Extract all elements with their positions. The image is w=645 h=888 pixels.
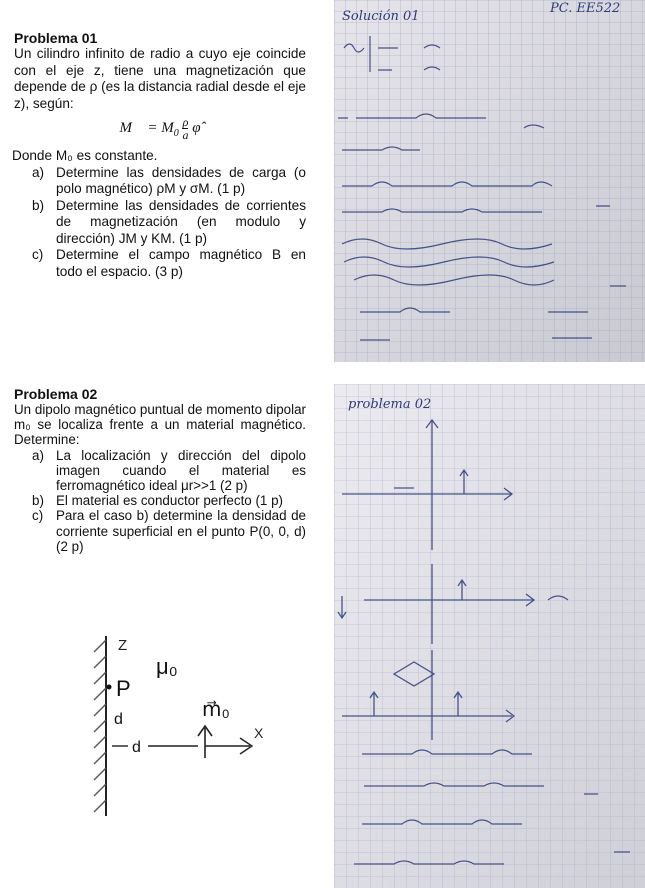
item-text: El material es conductor perfecto (1 p) xyxy=(56,493,284,509)
point-p-label: P xyxy=(116,676,131,701)
formula-fraction xyxy=(182,116,188,141)
formula-numerator: ρ xyxy=(182,115,189,129)
problem-01 xyxy=(14,30,306,280)
item-label: b) xyxy=(32,197,45,213)
formula-lhs: M⃗ = M xyxy=(119,119,174,136)
problem-01-title: Problema 01 xyxy=(14,30,98,46)
item-text: Para el caso b) determine la densidad de corriente superficial en el punto P(0, 0, d) (2 p) xyxy=(56,508,306,554)
mu-zero-label: μ₀ xyxy=(156,654,178,679)
problem-01-list xyxy=(14,165,306,281)
dipole-figure xyxy=(78,630,298,820)
item-text: La localización y dirección del dipolo imagen cuando el material es ferromagnético ideal μr>>1 (2 p) xyxy=(56,447,306,494)
problem-02-list xyxy=(14,448,306,554)
item-text: Determine las densidades de corrientes de magnetización (en modulo y dirección) JM y KM. (1 p) xyxy=(56,197,306,246)
problem-01-donde: Donde M₀ es constante. xyxy=(12,148,158,164)
point-p-dot xyxy=(107,685,112,690)
item-label: a) xyxy=(32,447,44,463)
formula-sub: 0 xyxy=(173,127,179,139)
problem-02-handwritten-title: problema 02 xyxy=(348,397,432,412)
list-item xyxy=(32,165,306,198)
z-axis-label: Z xyxy=(118,637,128,654)
problem-02-intro: Un dipolo magnético puntual de momento dipolar m₀ se localiza frente a un material magnético. Determine: xyxy=(14,402,306,448)
list-item xyxy=(32,247,306,280)
formula-denominator: a xyxy=(182,128,189,142)
list-item xyxy=(32,198,306,248)
problem-02-title: Problema 02 xyxy=(14,386,98,402)
magnetization-formula xyxy=(14,116,306,142)
item-label: c) xyxy=(32,247,44,263)
d-horizontal-label: d xyxy=(132,739,141,756)
handwritten-problem-02-photo xyxy=(334,384,645,888)
item-text: Determine el campo magnético B en todo el espacio. (3 p) xyxy=(56,247,306,279)
problem-02 xyxy=(14,386,306,554)
item-label: c) xyxy=(32,508,44,524)
list-item xyxy=(32,448,306,494)
list-item xyxy=(32,508,306,554)
formula-rhs: φ̂ xyxy=(192,119,201,136)
item-text: Determine las densidades de carga (o polo magnético) ρM y σM. (1 p) xyxy=(56,164,306,197)
list-item xyxy=(32,493,306,508)
handwritten-solution-01-photo xyxy=(334,0,645,362)
problem-01-intro: Un cilindro infinito de radio a cuyo eje coincide con el eje z, tiene una magnetización que depende de ρ (es la distancia radial desde el eje z), según: xyxy=(14,46,306,111)
wall-hatching xyxy=(94,640,106,812)
m0-label: m⃗₀ xyxy=(202,699,230,721)
exam-code: PC. EE522 xyxy=(550,1,621,16)
x-axis-label: X xyxy=(254,725,264,741)
item-label: a) xyxy=(32,164,45,180)
item-label: b) xyxy=(32,493,44,509)
solution-01-title: Solución 01 xyxy=(342,9,420,24)
d-vertical-label: d xyxy=(114,711,123,728)
